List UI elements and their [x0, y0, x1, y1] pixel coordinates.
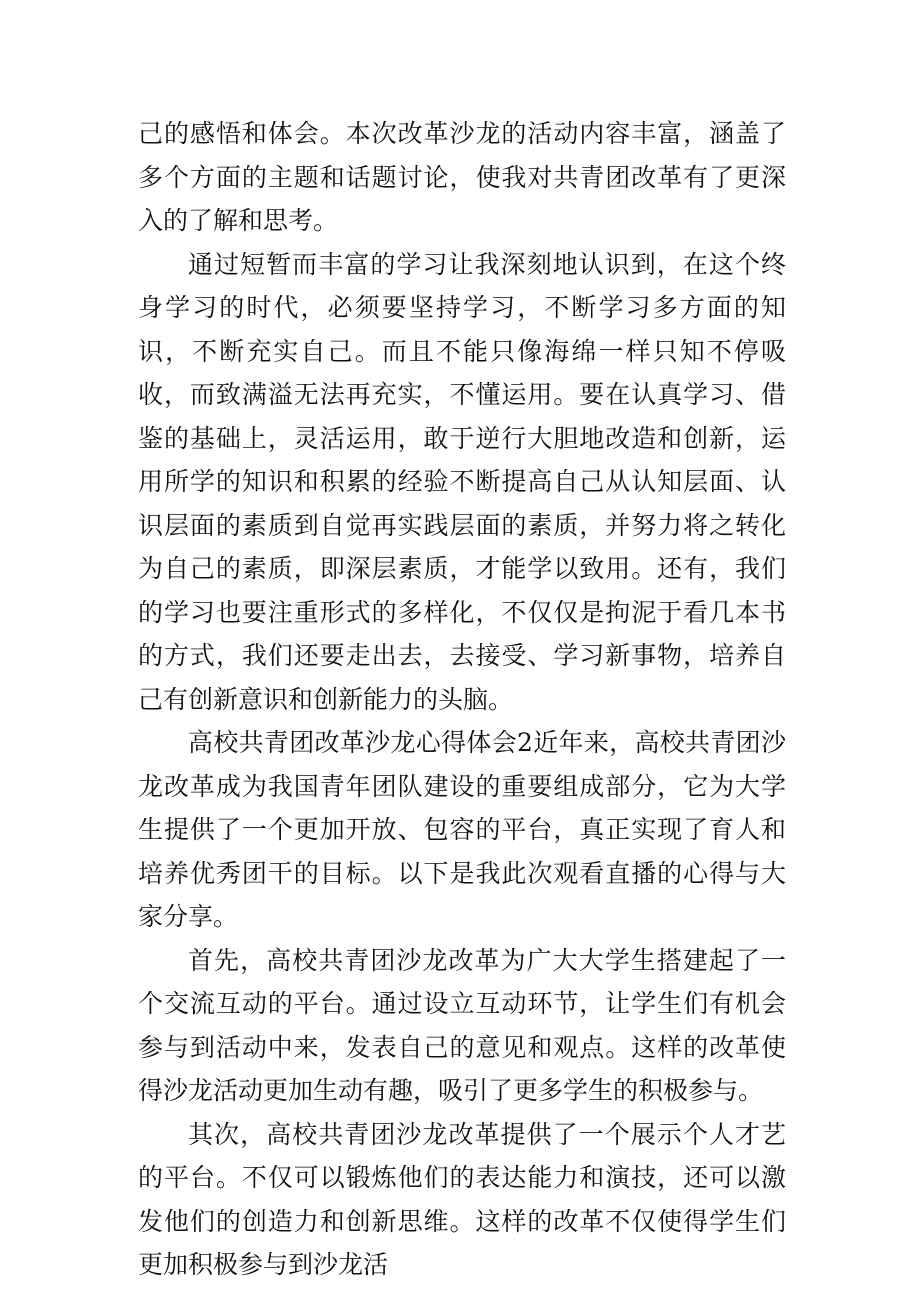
paragraph-4: 首先，高校共青团沙龙改革为广大大学生搭建起了一个交流互动的平台。通过设立互动环节，让学生们有机会参与到活动中来，发表自己的意见和观点。这样的改革使得沙龙活动更加生动有趣，吸引了更多学生的积极参与。	[138, 945, 786, 1105]
paragraph-1: 己的感悟和体会。本次改革沙龙的活动内容丰富，涵盖了多个方面的主题和话题讨论，使我对共青团改革有了更深入的了解和思考。	[138, 119, 786, 235]
document-page	[138, 112, 786, 1287]
paragraph-2: 通过短暂而丰富的学习让我深刻地认识到，在这个终身学习的时代，必须要坚持学习，不断学习多方面的知识，不断充实自己。而且不能只像海绵一样只知不停吸收，而致满溢无法再充实，不懂运用。要在认真学习、借鉴的基础上，灵活运用，敢于逆行大胆地改造和创新，运用所学的知识和积累的经验不断提高自己从认知层面、认识层面的素质到自觉再实践层面的素质，并努力将之转化为自己的素质，即深层素质，才能学以致用。还有，我们的学习也要注重形式的多样化，不仅仅是拘泥于看几本书的方式，我们还要走出去，去接受、学习新事物，培养自己有创新意识和创新能力的头脑。	[138, 249, 786, 714]
paragraph-3: 高校共青团改革沙龙心得体会2近年来，高校共青团沙龙改革成为我国青年团队建设的重要组成部分，它为大学生提供了一个更加开放、包容的平台，真正实现了育人和培养优秀团干的目标。以下是我此次观看直播的心得与大家分享。	[138, 728, 786, 931]
paragraph-5: 其次，高校共青团沙龙改革提供了一个展示个人才艺的平台。不仅可以锻炼他们的表达能力和演技，还可以激发他们的创造力和创新思维。这样的改革不仅使得学生们更加积极参与到沙龙活	[138, 1119, 786, 1279]
